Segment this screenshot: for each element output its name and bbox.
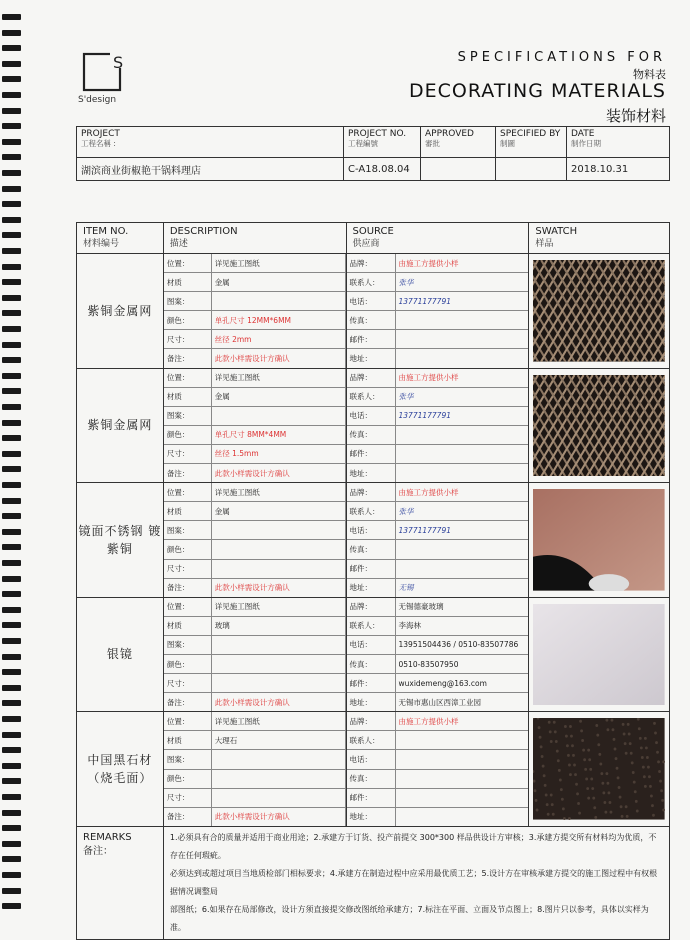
source-field-value: 张华: [395, 387, 528, 406]
desc-field-label: 图案：: [164, 521, 211, 540]
desc-field-label: 尺寸：: [164, 444, 211, 463]
source-field-label: 联系人：: [347, 731, 396, 750]
source-field-value: [395, 330, 528, 349]
title-cn-1: 物料表: [633, 68, 666, 81]
source-field-label: 电话：: [347, 406, 396, 425]
source-field-value: [395, 559, 528, 578]
source-field-label: 地址：: [347, 464, 396, 483]
col-description: DESCRIPTION 描述: [163, 223, 346, 254]
binding-ring: [2, 201, 21, 207]
binding-ring: [2, 794, 21, 800]
material-row: [77, 712, 670, 827]
title-specifications: SPECIFICATIONS FOR: [457, 50, 666, 65]
desc-field-label: 尺寸：: [164, 674, 211, 693]
source-field-value: 由施工方提供小样: [395, 712, 528, 731]
desc-field-label: 备注：: [164, 349, 211, 368]
binding-ring: [2, 622, 21, 628]
swatch-image: [533, 260, 665, 362]
desc-field-label: 材质: [164, 616, 211, 635]
source-field-value: [395, 807, 528, 826]
material-name: 紫铜金属网: [77, 368, 164, 483]
source-field-label: 地址：: [347, 693, 396, 712]
source-field-label: 邮件：: [347, 788, 396, 807]
binding-ring: [2, 638, 21, 644]
desc-cell: [163, 254, 346, 369]
desc-field-label: 材质: [164, 387, 211, 406]
binding-ring: [2, 498, 21, 504]
desc-field-value: 金属: [211, 387, 345, 406]
binding-ring: [2, 264, 21, 270]
source-field-value: 由施工方提供小样: [395, 483, 528, 502]
binding-ring: [2, 388, 21, 394]
material-name: 中国黑石材 （烧毛面）: [77, 712, 164, 827]
source-field-label: 联系人：: [347, 502, 396, 521]
desc-field-value: [211, 788, 345, 807]
source-field-label: 地址：: [347, 807, 396, 826]
desc-field-value: [211, 292, 345, 311]
desc-field-value: 此款小样需设计方确认: [211, 349, 345, 368]
binding-ring: [2, 357, 21, 363]
binding-ring: [2, 591, 21, 597]
source-cell: [346, 254, 529, 369]
source-cell: [346, 483, 529, 598]
source-cell: [346, 712, 529, 827]
material-name: 镜面不锈钢 镀紫铜: [77, 483, 164, 598]
source-field-label: 电话：: [347, 292, 396, 311]
binding-ring: [2, 560, 21, 566]
desc-field-label: 尺寸：: [164, 559, 211, 578]
swatch-cell: [529, 368, 670, 483]
source-field-label: 品牌：: [347, 598, 396, 617]
binding-ring: [2, 451, 21, 457]
source-field-value: 0510-83507950: [395, 654, 528, 673]
source-field-label: 电话：: [347, 635, 396, 654]
desc-field-label: 颜色：: [164, 654, 211, 673]
source-field-label: 邮件：: [347, 444, 396, 463]
project-date: 2018.10.31: [567, 158, 670, 181]
binding-ring: [2, 279, 21, 285]
swatch-cell: [529, 483, 670, 598]
source-cell: [346, 597, 529, 712]
binding-ring: [2, 482, 21, 488]
binding-ring: [2, 654, 21, 660]
binding-ring: [2, 170, 21, 176]
specified-value: [496, 158, 567, 181]
source-field-value: [395, 464, 528, 483]
source-field-value: [395, 540, 528, 559]
desc-field-label: 图案：: [164, 635, 211, 654]
desc-field-value: [211, 635, 345, 654]
material-row: [77, 483, 670, 598]
desc-field-value: 玻璃: [211, 616, 345, 635]
source-field-value: 13771177791: [395, 292, 528, 311]
svg-text:S: S: [113, 53, 124, 72]
binding-ring: [2, 139, 21, 145]
desc-field-value: [211, 750, 345, 769]
binding-ring: [2, 607, 21, 613]
source-field-label: 地址：: [347, 578, 396, 597]
project-no-label: PROJECT NO. 工程編號: [344, 127, 421, 158]
source-field-label: 联系人：: [347, 616, 396, 635]
desc-field-label: 材质: [164, 731, 211, 750]
binding-ring: [2, 763, 21, 769]
desc-field-value: [211, 654, 345, 673]
binding-ring: [2, 747, 21, 753]
desc-field-value: 此款小样需设计方确认: [211, 578, 345, 597]
desc-cell: [163, 368, 346, 483]
source-field-value: 张华: [395, 502, 528, 521]
swatch-image: [533, 718, 665, 820]
binding-ring: [2, 61, 21, 67]
col-swatch: SWATCH 样品: [529, 223, 670, 254]
binding-ring: [2, 217, 21, 223]
desc-field-value: 详见施工图纸: [211, 254, 345, 273]
source-field-label: 品牌：: [347, 369, 396, 388]
binding-ring: [2, 373, 21, 379]
source-field-value: [395, 769, 528, 788]
swatch-cell: [529, 597, 670, 712]
source-field-label: 品牌：: [347, 483, 396, 502]
binding-ring: [2, 466, 21, 472]
source-field-value: [395, 750, 528, 769]
desc-field-label: 位置：: [164, 598, 211, 617]
materials-table: [76, 222, 670, 940]
binding-ring: [2, 30, 21, 36]
desc-field-value: 详见施工图纸: [211, 712, 345, 731]
binding-ring: [2, 232, 21, 238]
binding-ring: [2, 404, 21, 410]
source-field-value: [395, 444, 528, 463]
sdesign-logo: [82, 48, 128, 92]
desc-field-value: 此款小样需设计方确认: [211, 807, 345, 826]
spiral-binding: [0, 0, 24, 914]
source-field-label: 传真：: [347, 311, 396, 330]
desc-field-label: 备注：: [164, 807, 211, 826]
desc-field-label: 尺寸：: [164, 788, 211, 807]
swatch-image: [533, 375, 665, 477]
binding-ring: [2, 420, 21, 426]
binding-ring: [2, 326, 21, 332]
binding-ring: [2, 856, 21, 862]
desc-field-label: 图案：: [164, 750, 211, 769]
source-field-value: 13951504436 / 0510-83507786: [395, 635, 528, 654]
desc-field-label: 材质: [164, 502, 211, 521]
source-field-label: 邮件：: [347, 674, 396, 693]
source-field-label: 传真：: [347, 654, 396, 673]
desc-field-value: 金属: [211, 502, 345, 521]
binding-ring: [2, 76, 21, 82]
remarks-label: REMARKS 备注：: [77, 826, 164, 939]
source-field-value: [395, 425, 528, 444]
desc-field-label: 颜色：: [164, 311, 211, 330]
desc-cell: [163, 483, 346, 598]
source-field-label: 传真：: [347, 769, 396, 788]
source-field-value: [395, 349, 528, 368]
source-field-label: 传真：: [347, 540, 396, 559]
specified-label: SPECIFIED BY 制圖: [496, 127, 567, 158]
desc-field-value: [211, 674, 345, 693]
binding-ring: [2, 669, 21, 675]
binding-ring: [2, 544, 21, 550]
desc-field-label: 位置：: [164, 712, 211, 731]
material-row: [77, 368, 670, 483]
logo-text: S'design: [78, 95, 117, 105]
desc-cell: [163, 712, 346, 827]
source-field-label: 品牌：: [347, 254, 396, 273]
desc-field-label: 颜色：: [164, 425, 211, 444]
binding-ring: [2, 810, 21, 816]
binding-ring: [2, 872, 21, 878]
desc-field-label: 尺寸：: [164, 330, 211, 349]
desc-field-value: 金属: [211, 273, 345, 292]
source-field-label: 联系人：: [347, 273, 396, 292]
source-field-label: 电话：: [347, 750, 396, 769]
binding-ring: [2, 778, 21, 784]
source-field-label: 地址：: [347, 349, 396, 368]
binding-ring: [2, 903, 21, 909]
binding-ring: [2, 716, 21, 722]
desc-field-value: 单孔尺寸 12MM*6MM: [211, 311, 345, 330]
desc-field-label: 材质: [164, 273, 211, 292]
binding-ring: [2, 888, 21, 894]
swatch-cell: [529, 712, 670, 827]
desc-field-value: [211, 406, 345, 425]
desc-field-value: 大理石: [211, 731, 345, 750]
desc-field-value: 丝径 1.5mm: [211, 444, 345, 463]
source-field-label: 联系人：: [347, 387, 396, 406]
source-field-value: [395, 731, 528, 750]
desc-field-label: 位置：: [164, 369, 211, 388]
desc-field-value: 此款小样需设计方确认: [211, 693, 345, 712]
source-field-label: 传真：: [347, 425, 396, 444]
material-name: 银镜: [77, 597, 164, 712]
desc-field-value: [211, 540, 345, 559]
source-field-value: 李海林: [395, 616, 528, 635]
material-row: [77, 597, 670, 712]
desc-field-label: 位置：: [164, 483, 211, 502]
desc-field-label: 颜色：: [164, 769, 211, 788]
source-field-value: 张华: [395, 273, 528, 292]
col-source: SOURCE 供应商: [346, 223, 529, 254]
project-name: 湖滨商业街椒艳干锅料理店: [77, 158, 344, 181]
desc-field-value: 此款小样需设计方确认: [211, 464, 345, 483]
material-row: [77, 254, 670, 369]
desc-field-value: 单孔尺寸 8MM*4MM: [211, 425, 345, 444]
desc-field-label: 备注：: [164, 464, 211, 483]
desc-field-label: 图案：: [164, 406, 211, 425]
swatch-image: [533, 489, 665, 591]
binding-ring: [2, 576, 21, 582]
binding-ring: [2, 513, 21, 519]
source-cell: [346, 368, 529, 483]
project-label: PROJECT 工程名稱 :: [77, 127, 344, 158]
binding-ring: [2, 92, 21, 98]
desc-field-label: 颜色：: [164, 540, 211, 559]
desc-field-value: [211, 559, 345, 578]
binding-ring: [2, 154, 21, 160]
binding-ring: [2, 529, 21, 535]
source-field-value: 13771177791: [395, 521, 528, 540]
desc-field-value: 详见施工图纸: [211, 598, 345, 617]
binding-ring: [2, 310, 21, 316]
desc-field-label: 备注：: [164, 693, 211, 712]
remarks-line: 必须达到或超过项目当地质检部门相标要求；4.承建方在制造过程中应采用最优质工艺；5.设计方在审核承建方提交的施工图过程中有权根据情况调整局: [169, 868, 658, 896]
desc-field-label: 位置：: [164, 254, 211, 273]
approved-label: APPROVED 審批: [421, 127, 496, 158]
date-label: DATE 制作日期: [567, 127, 670, 158]
binding-ring: [2, 248, 21, 254]
desc-field-value: [211, 769, 345, 788]
source-field-value: 由施工方提供小样: [395, 369, 528, 388]
binding-ring: [2, 295, 21, 301]
desc-field-label: 图案：: [164, 292, 211, 311]
remarks-line: 1.必须具有合的质量并适用于商业用途；2.承建方于订货、投产前提交 300*300 样品供设计方审核；3.承建方提交所有材料均为优质，不存在任何瑕疵。: [169, 832, 657, 860]
binding-ring: [2, 45, 21, 51]
binding-ring: [2, 685, 21, 691]
desc-field-label: 备注：: [164, 578, 211, 597]
binding-ring: [2, 435, 21, 441]
source-field-value: 无锡: [398, 583, 414, 593]
col-item: ITEM NO. 材料编号: [77, 223, 164, 254]
desc-cell: [163, 597, 346, 712]
source-field-value: [395, 311, 528, 330]
binding-ring: [2, 186, 21, 192]
title-cn-2: 装饰材料: [605, 107, 666, 125]
source-field-value: 13771177791: [395, 406, 528, 425]
material-name: 紫铜金属网: [77, 254, 164, 369]
binding-ring: [2, 14, 21, 20]
source-field-label: 邮件：: [347, 330, 396, 349]
source-field-label: 邮件：: [347, 559, 396, 578]
desc-field-value: [211, 521, 345, 540]
binding-ring: [2, 841, 21, 847]
binding-ring: [2, 825, 21, 831]
swatch-image: [533, 604, 665, 706]
source-field-label: 品牌：: [347, 712, 396, 731]
desc-field-value: 详见施工图纸: [211, 369, 345, 388]
desc-field-value: 详见施工图纸: [211, 483, 345, 502]
binding-ring: [2, 123, 21, 129]
title-decorating: DECORATING MATERIALS: [409, 80, 666, 102]
approved-value: [421, 158, 496, 181]
binding-ring: [2, 700, 21, 706]
remarks-text: [163, 826, 669, 939]
binding-ring: [2, 108, 21, 114]
binding-ring: [2, 342, 21, 348]
source-field-value: 无锡市惠山区西漳工业园: [398, 697, 481, 707]
project-number: C-A18.08.04: [344, 158, 421, 181]
swatch-cell: [529, 254, 670, 369]
binding-ring: [2, 732, 21, 738]
project-info-table: [76, 126, 670, 181]
source-field-value: 由施工方提供小样: [395, 254, 528, 273]
source-field-value: wuxidemeng@163.com: [395, 674, 528, 693]
source-field-label: 电话：: [347, 521, 396, 540]
remarks-line: 部图纸；6.如果存在局部修改，设计方须直接提交修改图纸给承建方；7.标注在平面、立面及节点图上；8.图片只以参考，具体以实样为准。: [169, 904, 649, 932]
desc-field-value: 丝径 2mm: [211, 330, 345, 349]
source-field-value: [395, 788, 528, 807]
source-field-value: 无锡德豪玻璃: [395, 598, 528, 617]
